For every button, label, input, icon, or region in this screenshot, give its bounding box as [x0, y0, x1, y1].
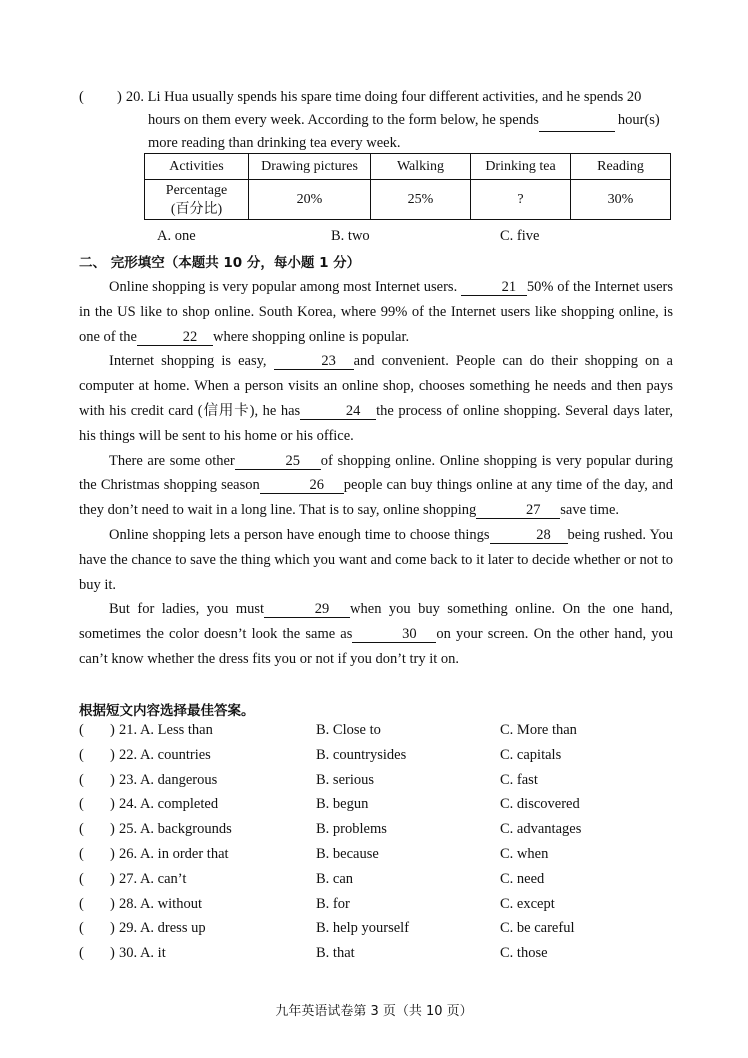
option-a[interactable]: 26. A. in order that — [119, 845, 229, 862]
answer-paren[interactable]: ( — [79, 845, 84, 862]
option-b[interactable]: B. for — [316, 895, 350, 912]
cloze-blank-23[interactable]: 23 — [274, 354, 354, 370]
instruction: 根据短文内容选择最佳答案。 — [79, 703, 255, 719]
option-b[interactable]: B. begun — [316, 796, 369, 813]
table-header-cell: Walking — [371, 154, 471, 180]
choice-row — [79, 747, 679, 772]
option-b[interactable]: B. problems — [316, 821, 387, 838]
paragraph-5 — [79, 597, 673, 671]
choice-row — [79, 722, 679, 747]
option-b[interactable]: B. because — [316, 845, 379, 862]
row-label-line2: (百分比) — [170, 201, 223, 217]
choice-row — [79, 772, 679, 797]
option-a[interactable]: 25. A. backgrounds — [119, 821, 232, 838]
passage-text: Online shopping is very popular among most Internet users. — [109, 279, 458, 295]
option-a[interactable]: A. one — [157, 228, 196, 244]
choice-row — [79, 945, 679, 970]
answer-paren[interactable]: ( — [79, 796, 84, 813]
option-b[interactable]: B. can — [316, 870, 354, 887]
cloze-passage — [79, 275, 673, 672]
option-c[interactable]: C. except — [500, 895, 555, 912]
answer-paren-close: ) — [110, 796, 115, 813]
answer-paren: ( — [79, 89, 84, 105]
cloze-blank-25[interactable]: 25 — [235, 454, 321, 470]
option-c[interactable]: C. need — [500, 870, 545, 887]
option-a[interactable]: 29. A. dress up — [119, 920, 206, 937]
option-c[interactable]: C. five — [500, 228, 540, 244]
cloze-blank-22[interactable]: 22 — [137, 330, 213, 346]
option-b[interactable]: B. two — [331, 228, 370, 244]
section-title: 二、 完形填空（本题共 10 分，每小题 1 分） — [79, 255, 361, 271]
answer-paren-close: ) — [110, 920, 115, 937]
option-b[interactable]: B. serious — [316, 771, 374, 788]
choice-row — [79, 871, 679, 896]
page-footer: 九年英语试卷第 3 页（共 10 页） — [275, 1004, 473, 1019]
option-a[interactable]: 27. A. can’t — [119, 870, 187, 887]
choice-row — [79, 896, 679, 921]
answer-paren-close: ) — [110, 771, 115, 788]
table-header-cell: Drinking tea — [471, 154, 571, 180]
option-a[interactable]: 23. A. dangerous — [119, 771, 218, 788]
option-b[interactable]: B. that — [316, 945, 355, 962]
passage-text: people can buy things online at any time of the day, and they don’t need to wait in a long line. That is to say, online shopping — [79, 477, 673, 519]
table-header-cell: Activities — [145, 154, 249, 180]
answer-paren[interactable]: ( — [79, 821, 84, 838]
passage-text: being rushed. You have the chance to save the thing which you want and come back to it later to decide whether or not to buy it. — [79, 526, 673, 593]
table-cell: 25% — [371, 180, 471, 220]
cloze-blank-24[interactable]: 24 — [300, 404, 376, 420]
question-20-stem-line2: hours on them every week. According to the form below, he spends — [148, 112, 539, 128]
option-c[interactable]: C. advantages — [500, 821, 582, 838]
row-label-line1: Percentage — [165, 182, 228, 198]
passage-text: and convenient. People can do their shopping on a computer at home. When a person visits an online shop, chooses something he needs and then pays with his credit card (信用卡), he has — [79, 353, 673, 419]
answer-paren[interactable]: ( — [79, 895, 84, 912]
question-20-stem-line3: more reading than drinking tea every week. — [148, 135, 401, 151]
table-row-label — [145, 180, 249, 220]
answer-paren-close: ) — [117, 89, 122, 105]
question-20-line3 — [79, 132, 673, 155]
cloze-blank-29[interactable]: 29 — [264, 602, 350, 618]
option-b[interactable]: B. Close to — [316, 722, 381, 738]
question-20-unit: hour(s) — [617, 112, 660, 128]
option-c[interactable]: C. More than — [500, 722, 577, 738]
answer-blank[interactable] — [539, 109, 615, 132]
cloze-blank-28[interactable]: 28 — [490, 528, 568, 544]
option-a[interactable]: 21. A. Less than — [119, 722, 213, 738]
answer-paren-close: ) — [110, 870, 115, 887]
option-b[interactable]: B. countrysides — [316, 746, 407, 763]
paragraph-4 — [79, 523, 673, 597]
paragraph-1 — [79, 275, 673, 349]
answer-paren[interactable]: ( — [79, 722, 84, 738]
answer-paren[interactable]: ( — [79, 920, 84, 937]
option-a[interactable]: 24. A. completed — [119, 796, 219, 813]
option-c[interactable]: C. be careful — [500, 920, 575, 937]
table-cell: 20% — [249, 180, 371, 220]
passage-text: when you buy something online. On the one hand, sometimes the color doesn’t look the same as — [79, 601, 673, 643]
question-20 — [79, 86, 673, 155]
paragraph-3 — [79, 449, 673, 523]
passage-text: where shopping online is popular. — [212, 328, 410, 345]
cloze-blank-26[interactable]: 26 — [260, 478, 344, 494]
option-a[interactable]: 28. A. without — [119, 895, 202, 912]
passage-text: the process of online shopping. Several days later, his things will be sent to his home or his office. — [79, 402, 673, 444]
answer-paren[interactable]: ( — [79, 945, 84, 962]
table-header-cell: Reading — [571, 154, 671, 180]
table-row — [145, 180, 671, 220]
answer-paren[interactable]: ( — [79, 746, 84, 763]
cloze-blank-27[interactable]: 27 — [476, 503, 560, 519]
answer-paren-close: ) — [110, 895, 115, 912]
passage-text: There are some other — [109, 452, 235, 469]
option-c[interactable]: C. fast — [500, 771, 538, 788]
passage-text: Internet shopping is easy, — [109, 353, 267, 370]
answer-paren-close: ) — [110, 722, 115, 738]
question-20-line2 — [79, 109, 673, 132]
activities-table — [144, 153, 671, 220]
table-header-cell: Drawing pictures — [249, 154, 371, 180]
answer-paren-close: ) — [110, 845, 115, 862]
passage-text: on your screen. On the other hand, you can’t know whether the dress fits you or not if you don’t try it on. — [79, 626, 673, 667]
option-a[interactable]: 30. A. it — [119, 945, 166, 962]
passage-text: Online shopping lets a person have enough time to choose things — [109, 526, 490, 543]
option-a[interactable]: 22. A. countries — [119, 746, 211, 763]
option-c[interactable]: C. when — [500, 845, 549, 862]
choice-row — [79, 846, 679, 871]
passage-text: But for ladies, you must — [109, 601, 265, 618]
passage-text: 50% of the Internet users in the US like to shop online. South Korea, where 99% of the Internet users like shopping online, is one of the — [79, 279, 674, 345]
table-header-row — [145, 154, 671, 180]
answer-paren-close: ) — [110, 821, 115, 838]
choice-row — [79, 920, 679, 945]
choice-row — [79, 796, 679, 821]
cloze-blank-30[interactable]: 30 — [352, 627, 436, 643]
table-cell: ? — [471, 180, 571, 220]
choices-list — [79, 722, 679, 970]
option-c[interactable]: C. those — [500, 945, 548, 962]
choice-row — [79, 821, 679, 846]
answer-paren[interactable]: ( — [79, 870, 84, 887]
paragraph-2 — [79, 349, 673, 448]
table-cell: 30% — [571, 180, 671, 220]
answer-paren-close: ) — [110, 746, 115, 763]
question-20-stem-line1: 20. Li Hua usually spends his spare time doing four different activities, and he spends 20 — [125, 89, 642, 105]
answer-paren[interactable]: ( — [79, 771, 84, 788]
question-20-line1 — [79, 86, 673, 109]
option-b[interactable]: B. help yourself — [316, 920, 410, 937]
option-c[interactable]: C. discovered — [500, 796, 580, 813]
answer-paren-close: ) — [110, 945, 115, 962]
passage-text: of shopping online. Online shopping is very popular during the Christmas shopping season — [79, 452, 673, 494]
passage-text: save time. — [560, 502, 620, 519]
option-c[interactable]: C. capitals — [500, 746, 562, 763]
cloze-blank-21[interactable]: 21 — [461, 280, 527, 296]
